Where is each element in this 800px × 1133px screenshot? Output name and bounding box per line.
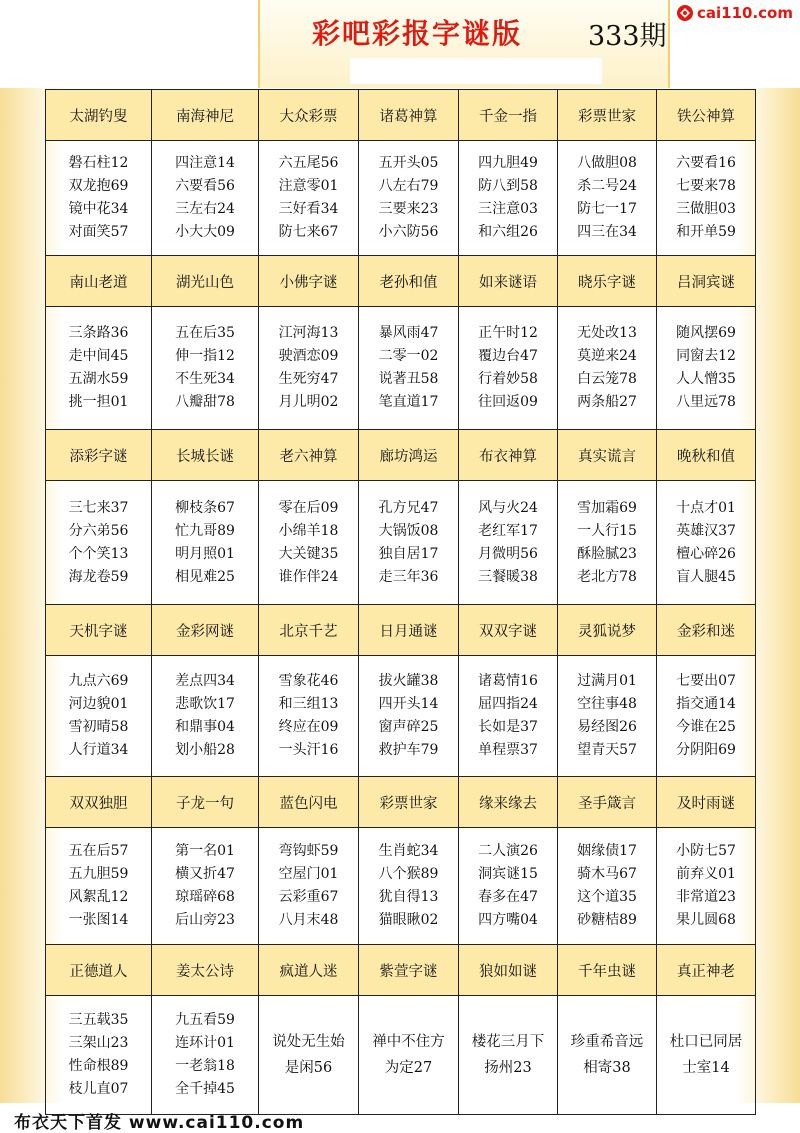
riddle-line: 零在后09 xyxy=(278,499,339,516)
riddle-line: 一人行15 xyxy=(577,522,637,539)
riddle-line: 小绵羊18 xyxy=(278,522,339,539)
content-row xyxy=(46,656,756,777)
column-header: 狼如如谜 xyxy=(459,945,558,996)
riddle-line: 驶酒恋09 xyxy=(278,348,339,364)
riddle-cell xyxy=(259,996,359,1115)
content-row xyxy=(46,996,756,1115)
column-header: 大众彩票 xyxy=(259,90,359,141)
riddle-line: 小六防56 xyxy=(378,224,439,240)
column-header: 北京千艺 xyxy=(259,605,359,656)
riddle-cell xyxy=(657,656,756,777)
column-header: 晚秋和值 xyxy=(657,430,756,481)
riddle-line: 雪象花46 xyxy=(278,673,339,689)
column-header: 布衣神算 xyxy=(459,430,558,481)
riddle-line: 覆边台47 xyxy=(478,348,538,364)
riddle-line: 雪初晴58 xyxy=(68,719,129,735)
brand-logo-icon xyxy=(676,4,694,22)
riddle-line: 砂糖桔89 xyxy=(577,912,637,928)
riddle-line: 差点四34 xyxy=(175,673,235,689)
riddle-line: 小大大09 xyxy=(175,224,235,240)
riddle-cell xyxy=(152,828,259,945)
riddle-line: 注意零01 xyxy=(278,178,339,194)
column-header: 缘来缘去 xyxy=(459,777,558,828)
riddle-line: 和三组13 xyxy=(278,696,339,712)
column-header: 廊坊鸿运 xyxy=(359,430,459,481)
column-header: 如来谜语 xyxy=(459,256,558,307)
column-header: 铁公神算 xyxy=(657,90,756,141)
column-header: 双双独胆 xyxy=(46,777,152,828)
riddle-line: 不生死34 xyxy=(175,371,235,387)
riddle-cell xyxy=(46,141,152,256)
riddle-line: 说处无生始是闲56 xyxy=(272,1034,345,1076)
column-header: 金彩和迷 xyxy=(657,605,756,656)
riddle-line: 磐石柱12 xyxy=(68,155,129,171)
riddle-line: 六五尾56 xyxy=(278,155,339,171)
riddle-line: 八月末48 xyxy=(278,912,339,928)
riddle-line: 三注意03 xyxy=(478,201,538,217)
column-header: 子龙一句 xyxy=(152,777,259,828)
riddle-cell xyxy=(459,481,558,605)
riddle-line: 檀心碎26 xyxy=(676,545,736,562)
riddle-line: 四开头14 xyxy=(378,696,439,712)
riddle-cell xyxy=(558,828,657,945)
riddle-line: 洞宾谜15 xyxy=(478,866,538,882)
riddle-cell xyxy=(558,481,657,605)
footer-note: 布衣天下首发 www.cai110.com xyxy=(14,1113,305,1133)
riddle-cell xyxy=(259,141,359,256)
column-header: 正德道人 xyxy=(46,945,152,996)
riddle-line: 后山旁23 xyxy=(175,912,235,928)
riddle-line: 随风摆69 xyxy=(676,325,736,341)
column-header: 疯道人迷 xyxy=(259,945,359,996)
riddle-line: 空屋门01 xyxy=(278,866,339,882)
riddle-line: 生肖蛇34 xyxy=(378,843,439,859)
riddle-line: 杀二号24 xyxy=(577,178,637,194)
riddle-line: 小防七57 xyxy=(676,843,736,859)
riddle-line: 镜中花34 xyxy=(68,201,129,217)
riddle-line: 禅中不住方为定27 xyxy=(372,1034,445,1076)
riddle-line: 雪加霜69 xyxy=(577,499,637,516)
riddle-line: 笔直道17 xyxy=(378,394,439,410)
riddle-cell xyxy=(657,141,756,256)
riddle-cell xyxy=(259,307,359,430)
riddle-line: 挑一担01 xyxy=(68,394,129,410)
column-header: 南海神尼 xyxy=(152,90,259,141)
riddle-line: 五湖水59 xyxy=(68,371,129,387)
riddle-cell xyxy=(359,656,459,777)
riddle-line: 连环计01 xyxy=(175,1035,235,1051)
riddle-cell xyxy=(459,656,558,777)
column-header: 天机字谜 xyxy=(46,605,152,656)
riddle-line: 六要看56 xyxy=(175,178,235,194)
riddle-line: 这个道35 xyxy=(577,889,637,905)
riddle-line: 今谁在25 xyxy=(676,719,736,735)
riddle-line: 第一名01 xyxy=(175,843,235,859)
riddle-line: 琼瑶碎68 xyxy=(175,889,235,905)
riddle-line: 三要来23 xyxy=(378,201,439,217)
riddle-line: 窗声碎25 xyxy=(378,719,439,735)
riddle-line: 谁作伴24 xyxy=(278,568,339,585)
riddle-line: 和六组26 xyxy=(478,224,538,240)
column-header: 真实谎言 xyxy=(558,430,657,481)
column-header: 日月通谜 xyxy=(359,605,459,656)
riddle-line: 说著丑58 xyxy=(378,371,439,387)
riddle-cell xyxy=(359,481,459,605)
riddle-line: 独自居17 xyxy=(378,545,439,562)
riddle-cell xyxy=(657,307,756,430)
riddle-line: 柳枝条67 xyxy=(175,499,235,516)
riddle-line: 拔火罐38 xyxy=(378,673,439,689)
column-header: 小佛字谜 xyxy=(259,256,359,307)
riddle-line: 春多在47 xyxy=(478,889,538,905)
riddle-line: 长如是37 xyxy=(478,719,538,735)
riddle-line: 三条路36 xyxy=(68,325,129,341)
riddle-line: 相见难25 xyxy=(175,568,235,585)
riddle-line: 五在后35 xyxy=(175,325,235,341)
riddle-line: 人人憎35 xyxy=(676,371,736,387)
riddle-line: 大关键35 xyxy=(278,545,339,562)
riddle-line: 诸葛情16 xyxy=(478,673,538,689)
riddle-line: 河边貌01 xyxy=(68,696,129,712)
column-header: 双双字谜 xyxy=(459,605,558,656)
riddle-cell xyxy=(46,307,152,430)
riddle-cell xyxy=(152,141,259,256)
riddle-line: 八瓣甜78 xyxy=(175,394,235,410)
riddle-line: 珍重希音远相寄38 xyxy=(570,1034,644,1076)
riddle-line: 弯钩虾59 xyxy=(278,843,339,859)
riddle-line: 划小船28 xyxy=(175,742,235,758)
riddle-line: 十点才01 xyxy=(676,499,736,516)
issue-number: 333期 xyxy=(588,21,667,52)
riddle-line: 两条船27 xyxy=(577,394,637,410)
riddle-line: 走中间45 xyxy=(68,348,129,364)
riddle-line: 楼花三月下扬州23 xyxy=(471,1034,545,1076)
riddle-line: 孔方兄47 xyxy=(378,499,439,516)
header-row xyxy=(46,777,756,828)
riddle-line: 和开单59 xyxy=(676,224,736,240)
riddle-line: 三架山23 xyxy=(68,1035,129,1051)
column-header: 金彩网谜 xyxy=(152,605,259,656)
riddle-line: 全千掉45 xyxy=(175,1081,235,1097)
riddle-cell xyxy=(459,307,558,430)
column-header: 诸葛神算 xyxy=(359,90,459,141)
riddle-line: 六要看16 xyxy=(676,155,736,171)
riddle-line: 三七来37 xyxy=(68,499,129,516)
riddle-line: 月微明56 xyxy=(478,545,538,562)
riddle-line: 防七来67 xyxy=(278,224,339,240)
riddle-line: 四方嘴04 xyxy=(478,912,538,928)
riddle-line: 悲歌饮17 xyxy=(175,696,235,712)
riddle-line: 三左右24 xyxy=(175,201,235,217)
site-url[interactable]: cai110.com xyxy=(697,4,793,22)
riddle-cell xyxy=(259,481,359,605)
riddle-cell xyxy=(459,828,558,945)
riddle-cell xyxy=(152,656,259,777)
riddle-line: 五开头05 xyxy=(378,155,439,171)
column-header: 添彩字谜 xyxy=(46,430,152,481)
riddle-cell xyxy=(152,481,259,605)
riddle-line: 骑木马67 xyxy=(577,866,637,882)
column-header: 湖光山色 xyxy=(152,256,259,307)
riddle-line: 忙九哥89 xyxy=(175,522,235,539)
column-header: 千金一指 xyxy=(459,90,558,141)
riddle-cell xyxy=(359,141,459,256)
riddle-line: 望青天57 xyxy=(577,742,637,758)
riddle-cell xyxy=(152,996,259,1115)
riddle-cell xyxy=(359,828,459,945)
column-header: 彩票世家 xyxy=(558,90,657,141)
riddle-line: 九点六69 xyxy=(68,673,129,689)
riddle-line: 前弃义01 xyxy=(676,866,736,882)
riddle-line: 一老翁18 xyxy=(175,1058,235,1074)
column-header: 灵狐说梦 xyxy=(558,605,657,656)
riddle-line: 和鼎事04 xyxy=(175,719,235,735)
riddle-line: 八左右79 xyxy=(378,178,439,194)
riddle-line: 果儿圆68 xyxy=(676,912,736,928)
riddle-line: 伸一指12 xyxy=(175,348,235,364)
column-header: 真正神老 xyxy=(657,945,756,996)
riddle-line: 八里远78 xyxy=(676,394,736,410)
riddle-cell xyxy=(558,656,657,777)
riddle-cell xyxy=(46,481,152,605)
riddle-line: 酥脸腻23 xyxy=(577,545,637,562)
content-row xyxy=(46,307,756,430)
header-row xyxy=(46,605,756,656)
riddle-line: 老北方78 xyxy=(577,568,637,585)
riddle-cell xyxy=(459,996,558,1115)
riddle-cell xyxy=(46,996,152,1115)
riddle-cell xyxy=(259,656,359,777)
header-strip xyxy=(350,58,602,84)
riddle-line: 七要来78 xyxy=(676,178,736,194)
riddle-cell xyxy=(657,828,756,945)
header-row xyxy=(46,256,756,307)
riddle-line: 八做胆08 xyxy=(577,155,637,171)
riddle-line: 大锅饭08 xyxy=(378,522,439,539)
column-header: 姜太公诗 xyxy=(152,945,259,996)
content-row xyxy=(46,828,756,945)
riddle-line: 猫眼瞅02 xyxy=(378,912,439,928)
riddle-line: 盲人腿45 xyxy=(676,568,736,585)
riddle-cell xyxy=(152,307,259,430)
column-header: 圣手箴言 xyxy=(558,777,657,828)
riddle-line: 风絮乱12 xyxy=(68,889,129,905)
header-row xyxy=(46,90,756,141)
content-row xyxy=(46,481,756,605)
column-header: 太湖钓叟 xyxy=(46,90,152,141)
riddle-line: 三做胆03 xyxy=(676,201,736,217)
riddle-table xyxy=(45,89,756,1115)
riddle-line: 救护车79 xyxy=(378,742,439,758)
riddle-line: 海龙卷59 xyxy=(68,568,129,585)
column-header: 紫萱字谜 xyxy=(359,945,459,996)
riddle-line: 白云笼78 xyxy=(577,371,637,387)
riddle-line: 五在后57 xyxy=(68,843,129,859)
riddle-line: 横又折47 xyxy=(175,866,235,882)
column-header: 及时雨谜 xyxy=(657,777,756,828)
riddle-line: 行着妙58 xyxy=(478,371,538,387)
riddle-line: 分六弟56 xyxy=(68,522,129,539)
riddle-line: 生死穷47 xyxy=(278,371,339,387)
riddle-line: 暴风雨47 xyxy=(378,325,439,341)
riddle-line: 双龙抱69 xyxy=(68,178,129,194)
riddle-line: 非常道23 xyxy=(676,889,736,905)
riddle-line: 三餐暖38 xyxy=(478,568,538,585)
riddle-line: 人行道34 xyxy=(68,742,129,758)
riddle-line: 分阴阳69 xyxy=(676,742,736,758)
riddle-line: 犹自得13 xyxy=(378,889,439,905)
riddle-line: 江河海13 xyxy=(278,325,339,341)
riddle-line: 九五看59 xyxy=(175,1012,235,1028)
riddle-line: 五九胆59 xyxy=(68,866,129,882)
riddle-line: 四注意14 xyxy=(175,155,235,171)
site-logo[interactable] xyxy=(676,0,800,26)
riddle-cell xyxy=(359,307,459,430)
riddle-line: 终应在09 xyxy=(278,719,339,735)
riddle-cell xyxy=(259,828,359,945)
riddle-line: 个个笑13 xyxy=(68,545,129,562)
riddle-line: 正午时12 xyxy=(478,325,538,341)
riddle-line: 枝儿直07 xyxy=(68,1081,129,1097)
column-header: 老孙和值 xyxy=(359,256,459,307)
riddle-line: 杜口已同居士室14 xyxy=(669,1034,743,1076)
header-row xyxy=(46,430,756,481)
riddle-cell xyxy=(558,141,657,256)
riddle-line: 莫逆来24 xyxy=(577,348,637,364)
column-header: 彩票世家 xyxy=(359,777,459,828)
riddle-line: 易经图26 xyxy=(577,719,637,735)
riddle-line: 八个猴89 xyxy=(378,866,439,882)
riddle-line: 月儿明02 xyxy=(278,394,339,410)
riddle-line: 四三在34 xyxy=(577,224,637,240)
riddle-line: 二零一02 xyxy=(378,348,439,364)
riddle-line: 三好看34 xyxy=(278,201,339,217)
column-header: 长城长谜 xyxy=(152,430,259,481)
riddle-line: 单程票37 xyxy=(478,742,538,758)
riddle-line: 走三年36 xyxy=(378,568,439,585)
riddle-line: 防七一17 xyxy=(577,201,637,217)
riddle-line: 无处改13 xyxy=(577,325,637,341)
riddle-line: 对面笑57 xyxy=(68,224,129,240)
riddle-line: 往回返09 xyxy=(478,394,538,410)
riddle-cell xyxy=(657,481,756,605)
column-header: 南山老道 xyxy=(46,256,152,307)
riddle-line: 云彩重67 xyxy=(278,889,339,905)
column-header: 千年虫谜 xyxy=(558,945,657,996)
riddle-cell xyxy=(558,307,657,430)
page-title: 彩吧彩报字谜版 xyxy=(312,17,523,50)
riddle-cell xyxy=(558,996,657,1115)
riddle-cell xyxy=(359,996,459,1115)
riddle-line: 空往事48 xyxy=(577,696,637,712)
column-header: 晓乐字谜 xyxy=(558,256,657,307)
riddle-cell xyxy=(459,141,558,256)
column-header: 吕洞宾谜 xyxy=(657,256,756,307)
riddle-line: 明月照01 xyxy=(175,545,235,562)
riddle-line: 一头汗16 xyxy=(278,742,339,758)
riddle-line: 二人演26 xyxy=(478,843,538,859)
header-row xyxy=(46,945,756,996)
column-header: 蓝色闪电 xyxy=(259,777,359,828)
riddle-line: 三五载35 xyxy=(68,1012,129,1028)
riddle-line: 英雄汉37 xyxy=(676,522,736,539)
riddle-line: 风与火24 xyxy=(478,499,538,516)
riddle-cell xyxy=(657,996,756,1115)
riddle-line: 性命根89 xyxy=(68,1058,129,1074)
content-row xyxy=(46,141,756,256)
riddle-line: 四九胆49 xyxy=(478,155,538,171)
riddle-line: 防八到58 xyxy=(478,178,538,194)
riddle-cell xyxy=(46,828,152,945)
riddle-line: 姻缘债17 xyxy=(577,843,637,859)
riddle-line: 屈四指24 xyxy=(478,696,538,712)
riddle-line: 老红军17 xyxy=(478,522,538,539)
column-header: 老六神算 xyxy=(259,430,359,481)
riddle-cell xyxy=(46,656,152,777)
riddle-line: 同窗去12 xyxy=(676,348,736,364)
riddle-line: 过满月01 xyxy=(577,673,637,689)
riddle-line: 指交通14 xyxy=(676,696,736,712)
riddle-line: 七要出07 xyxy=(676,673,736,689)
riddle-line: 一张图14 xyxy=(68,912,129,928)
